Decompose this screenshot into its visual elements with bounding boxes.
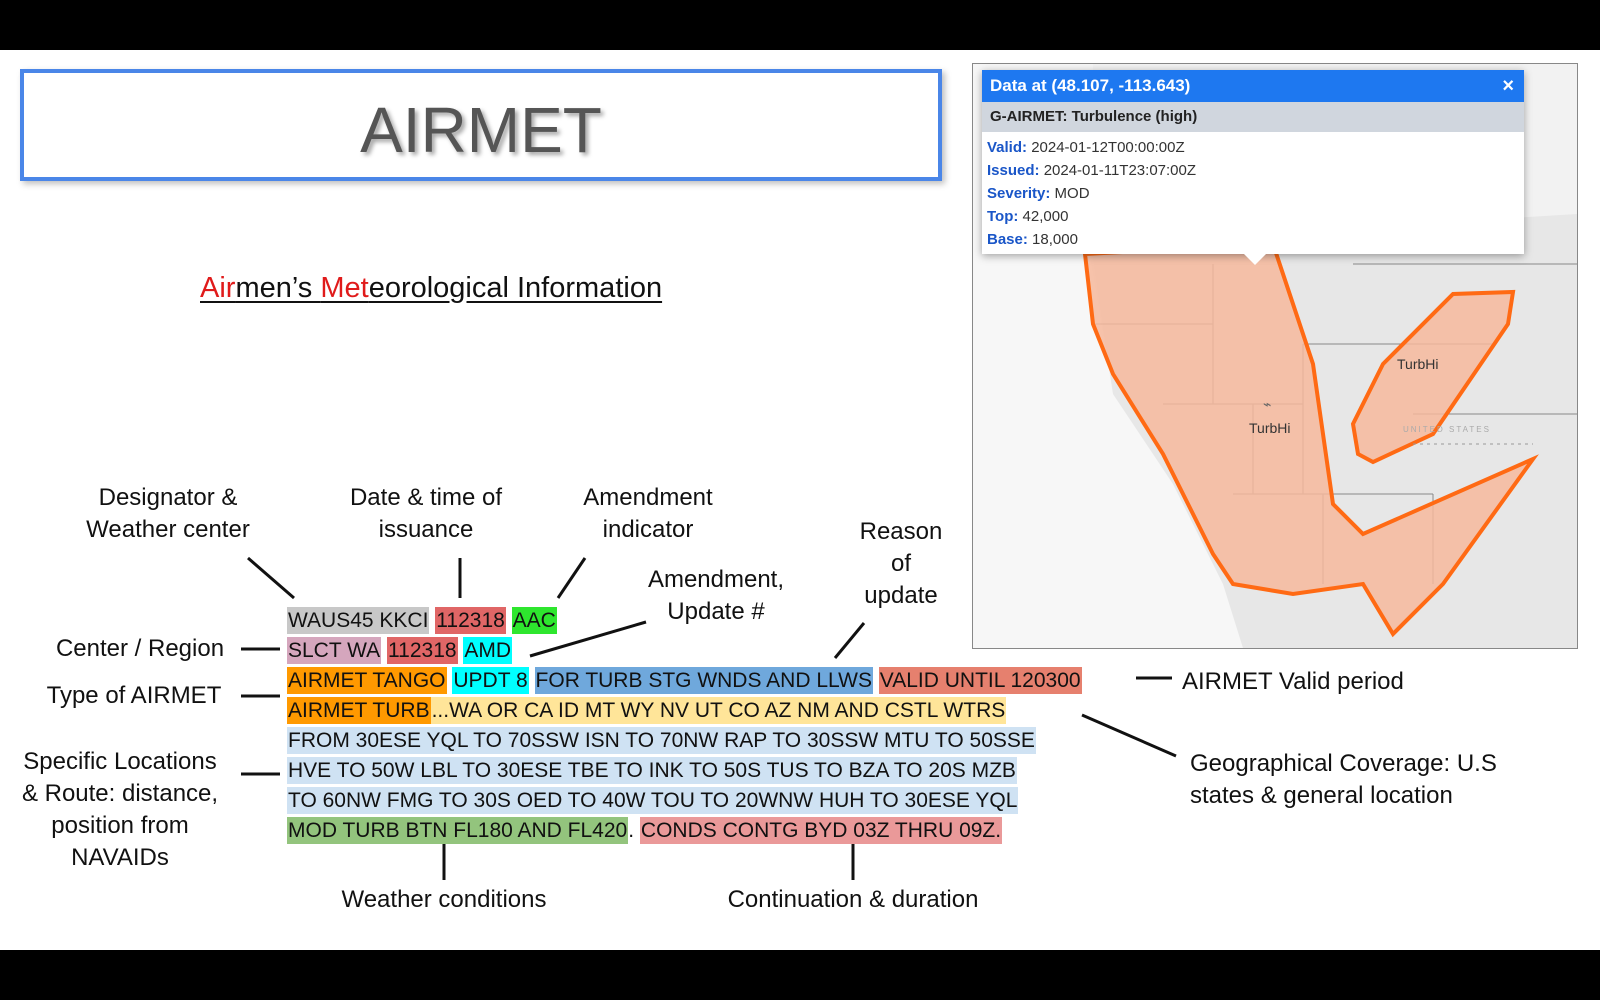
label-geo: Geographical Coverage: U.S states & general location bbox=[1190, 750, 1497, 809]
update-number: UPDT 8 bbox=[453, 669, 528, 692]
center-region-code: SLCT WA bbox=[288, 639, 381, 662]
map-label-country: UNITED STATES bbox=[1403, 425, 1491, 434]
airmet-type: AIRMET TANGO bbox=[288, 669, 446, 692]
subtitle-air: Air bbox=[200, 272, 236, 304]
geographic-coverage: ...WA OR CA ID MT WY NV UT CO AZ NM AND CSTL WTRS bbox=[431, 699, 1006, 722]
update-reason: FOR TURB STG WNDS AND LLWS bbox=[535, 669, 872, 692]
label-center-region: Center / Region bbox=[55, 635, 225, 662]
designator-code: WAUS45 KKCI bbox=[288, 609, 429, 632]
map-marker: ⌁ bbox=[1263, 396, 1272, 412]
map-label-turbhi-2: TurbHi bbox=[1397, 356, 1439, 372]
connector-geo bbox=[1082, 715, 1176, 756]
bulletin-line-4 bbox=[287, 697, 1006, 725]
slide bbox=[0, 50, 1600, 950]
bulletin-line-5 bbox=[287, 727, 1036, 755]
popup-row-severity: Severity: MOD bbox=[987, 185, 1090, 202]
route-line-3: TO 60NW FMG TO 30S OED TO 40W TOU TO 20WNW HUH TO 30ESE YQL bbox=[288, 789, 1018, 812]
popup-product: G-AIRMET: Turbulence (high) bbox=[982, 102, 1524, 132]
connector-amendment-indicator bbox=[558, 558, 585, 598]
popup-row-valid: Valid: 2024-01-12T00:00:00Z bbox=[987, 139, 1185, 156]
slide-title: AIRMET bbox=[360, 94, 602, 166]
label-type: Type of AIRMET bbox=[46, 682, 222, 709]
bulletin-line-7 bbox=[287, 787, 1018, 815]
subtitle-eorological: eorological Information bbox=[368, 272, 663, 304]
info-popup bbox=[982, 70, 1524, 254]
label-locations: Specific Locations & Route: distance, position from NAVAIDs bbox=[21, 748, 219, 871]
bulletin-line-1 bbox=[287, 607, 557, 635]
popup-row-base: Base: 18,000 bbox=[987, 231, 1078, 248]
issuance-datetime-2: 112318 bbox=[388, 639, 457, 662]
subtitle-met: Met bbox=[320, 272, 369, 304]
popup-row-top: Top: 42,000 bbox=[987, 208, 1069, 225]
popup-row-issued: Issued: 2024-01-11T23:07:00Z bbox=[987, 162, 1197, 179]
connector-designator bbox=[248, 558, 294, 598]
continuation-code: CONDS CONTG BYD 03Z THRU 09Z. bbox=[640, 819, 1002, 842]
label-amendment-indicator: Amendment indicator bbox=[583, 484, 713, 543]
label-amendment-update: Amendment, Update # bbox=[647, 566, 785, 625]
bulletin-line-8 bbox=[287, 817, 1002, 845]
bulletin-line-6 bbox=[287, 757, 1017, 785]
valid-until: VALID UNTIL 120300 bbox=[879, 669, 1081, 692]
subtitle-men: men’s bbox=[235, 272, 321, 304]
close-icon[interactable]: × bbox=[1502, 75, 1514, 97]
airmet-turb: AIRMET TURB bbox=[288, 699, 430, 722]
amendment-code: AAC bbox=[512, 609, 556, 632]
label-continuation: Continuation & duration bbox=[727, 886, 979, 913]
popup-pointer bbox=[1243, 253, 1267, 265]
route-line-2: HVE TO 50W LBL TO 30ESE TBE TO INK TO 50S TUS TO BZA TO 20S MZB bbox=[288, 759, 1016, 782]
route-line-1: FROM 30ESE YQL TO 70SSW ISN TO 70NW RAP TO 30SSW MTU TO 50SSE bbox=[288, 729, 1035, 752]
label-reason: Reason of update bbox=[859, 518, 943, 609]
bulletin-line-3 bbox=[287, 667, 1082, 695]
issuance-datetime: 112318 bbox=[436, 609, 505, 632]
weather-conditions-code: MOD TURB BTN FL180 AND FL420 bbox=[288, 819, 628, 842]
label-designator: Designator & Weather center bbox=[86, 484, 250, 543]
period: . bbox=[628, 819, 635, 842]
popup-title: Data at (48.107, -113.643) bbox=[990, 76, 1191, 95]
connector-reason bbox=[835, 623, 864, 658]
label-valid-period: AIRMET Valid period bbox=[1182, 668, 1404, 695]
map-label-turbhi-1: TurbHi bbox=[1249, 420, 1291, 436]
label-weather: Weather conditions bbox=[341, 886, 547, 913]
amd-code: AMD bbox=[464, 639, 512, 662]
label-datetime: Date & time of issuance bbox=[349, 484, 503, 543]
bulletin-line-2 bbox=[287, 637, 512, 665]
popup-header bbox=[982, 70, 1524, 102]
